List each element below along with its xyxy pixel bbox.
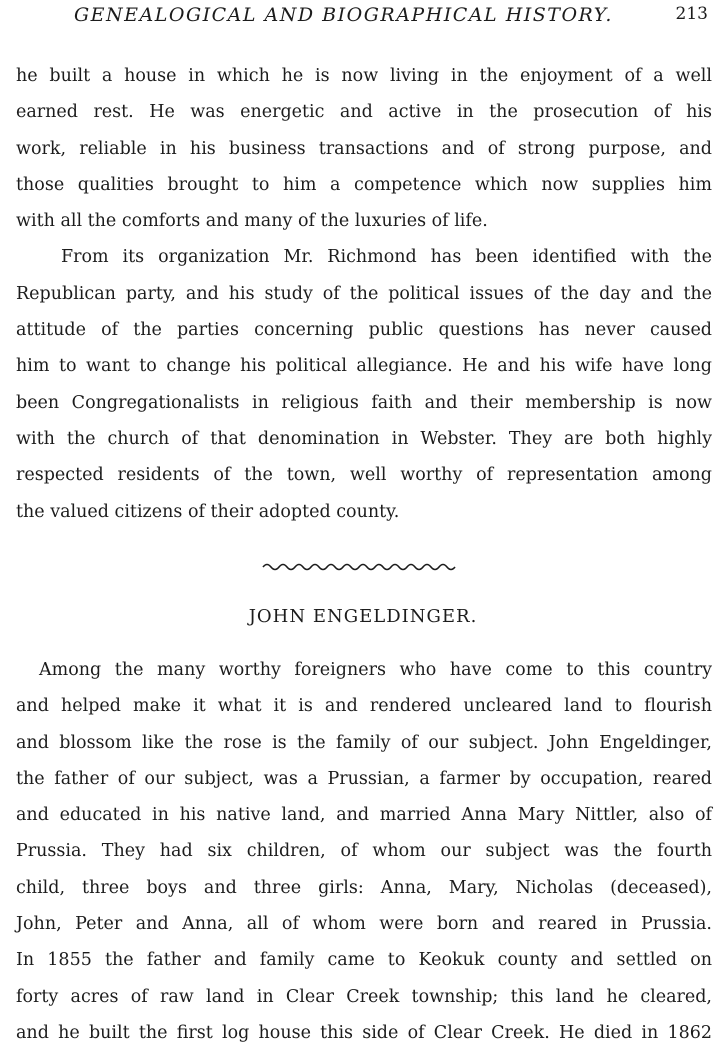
text-line: From its organization Mr. Richmond has been identified with the (61, 247, 712, 268)
text-line: been Congregationalists in religious faith and their membership is now (16, 392, 712, 413)
text-line: and he built the first log house this side of Clear Creek. He died in 1862 (16, 1022, 712, 1043)
running-title: GENEALOGICAL AND BIOGRAPHICAL HISTORY. (74, 4, 613, 26)
text-line: he built a house in which he is now living in the enjoyment of a well (16, 66, 712, 86)
text-line: work, reliable in his business transactions and of strong purpose, and (16, 138, 712, 159)
text-line: and blossom like the rose is the family of our subject. John Engeldinger, (16, 732, 712, 753)
text-line: with the church of that denomination in Webster. They are both highly (16, 428, 712, 449)
text-line: respected residents of the town, well worthy of representation among (16, 465, 712, 486)
text-line: John, Peter and Anna, all of whom were born and reared in Prussia. (16, 914, 712, 935)
text-line: him to want to change his political allegiance. He and his wife have long (16, 356, 712, 377)
text-line: In 1855 the father and family came to Keokuk county and settled on (16, 950, 712, 971)
text-line: with all the comforts and many of the luxuries of life. (16, 211, 488, 232)
text-line: those qualities brought to him a competence which now supplies him (16, 174, 712, 195)
section-body-2 (16, 652, 712, 1051)
text-line: and educated in his native land, and married Anna Mary Nittler, also of (16, 805, 712, 826)
text-line: and helped make it what it is and rendered uncleared land to flourish (16, 696, 712, 717)
section-title: JOHN ENGELDINGER. (248, 606, 478, 627)
text-line: forty acres of raw land in Clear Creek township; this land he cleared, (16, 986, 712, 1007)
section-body-1 (16, 58, 712, 530)
text-line: Republican party, and his study of the political issues of the day and the (16, 283, 712, 304)
text-line: Among the many worthy foreigners who have come to this country (39, 660, 712, 680)
wavy-divider (261, 560, 461, 574)
text-line: the valued citizens of their adopted county. (16, 501, 400, 522)
text-line: attitude of the parties concerning public questions has never caused (16, 320, 712, 341)
page-number: 213 (675, 4, 708, 24)
text-line: the father of our subject, was a Prussian, a farmer by occupation, reared (16, 768, 712, 789)
text-line: earned rest. He was energetic and active in the prosecution of his (16, 102, 712, 123)
text-line: child, three boys and three girls: Anna, Mary, Nicholas (deceased), (16, 877, 712, 898)
text-line: Prussia. They had six children, of whom our subject was the fourth (16, 841, 712, 862)
